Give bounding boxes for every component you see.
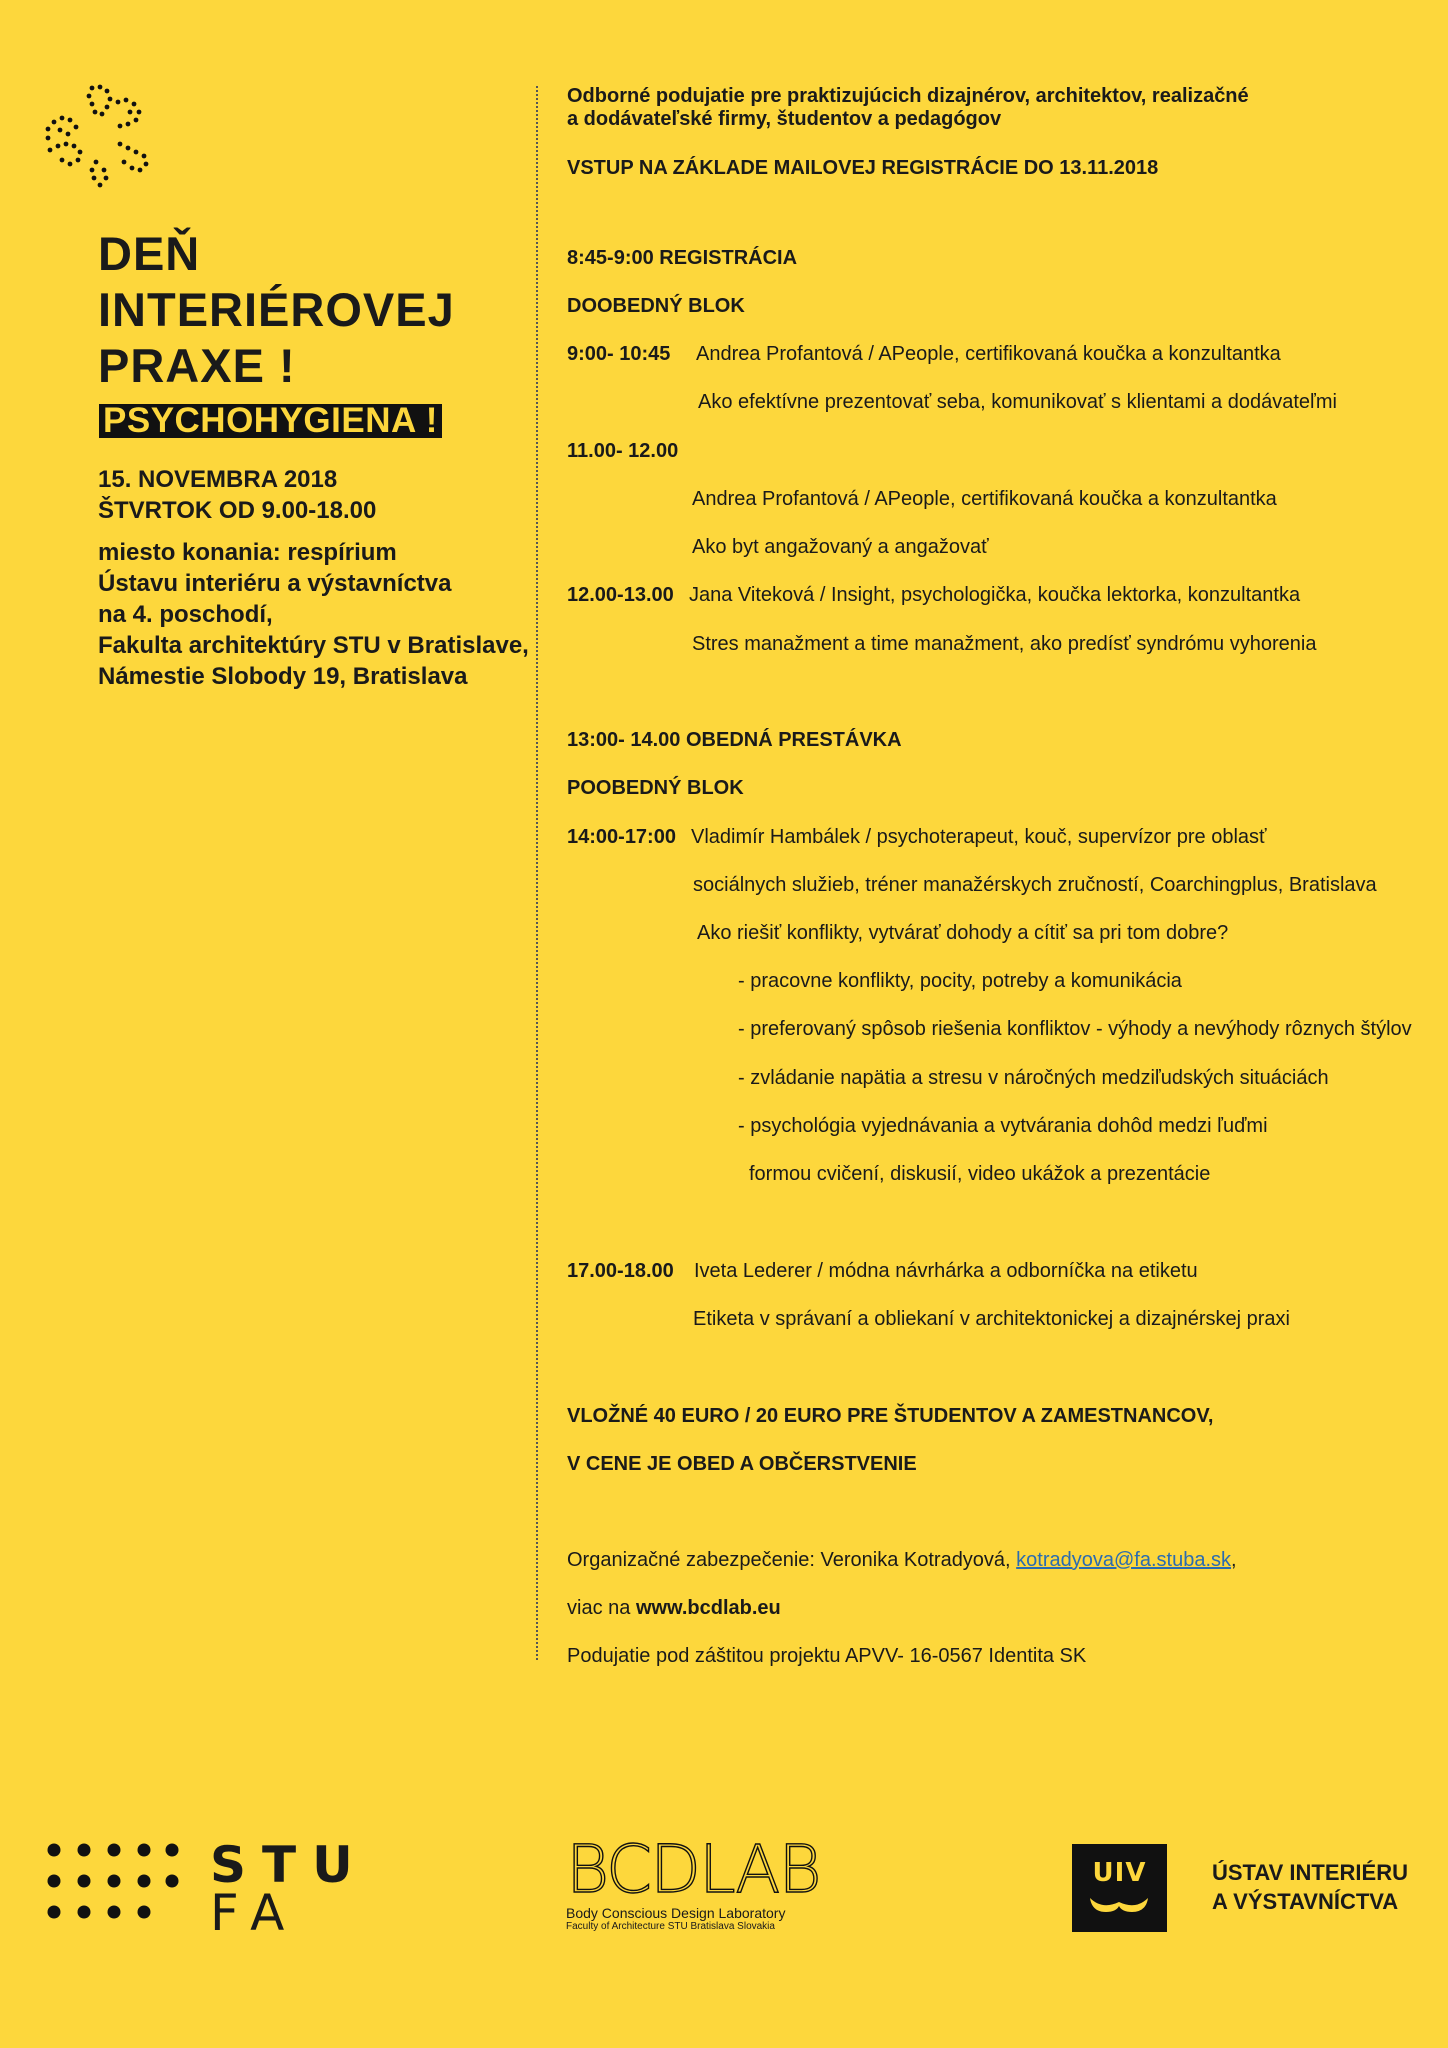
- title-line: PRAXE !: [98, 339, 296, 392]
- website-link[interactable]: www.bcdlab.eu: [635, 1597, 781, 1619]
- session-format: formou cvičení, diskusií, video ukážok a prezentácie: [749, 1163, 1211, 1185]
- uiv-institute-name: [1212, 1858, 1408, 1916]
- organizer-email-link[interactable]: kotradyova@fa.stuba.sk: [1016, 1549, 1232, 1571]
- intro-line: Odborné podujatie pre praktizujúcich dizajnérov, architektov, realizačné: [567, 85, 1249, 107]
- bcdlab-subtitle: Body Conscious Design Laboratory: [566, 1905, 786, 1921]
- date-line: ŠTVRTOK OD 9.00-18.00: [98, 497, 377, 524]
- session-speaker-continued: sociálnych služieb, tréner manažérskych zručností, Coarchingplus, Bratislava: [693, 874, 1377, 896]
- stu-wordmark: STU: [210, 1836, 369, 1894]
- title-line: DEŇ: [98, 227, 201, 280]
- topic-bullet: - psychológia vyjednávania a vytvárania dohôd medzi ľuďmi: [738, 1115, 1268, 1137]
- fa-wordmark: FA: [210, 1884, 301, 1942]
- title-line: INTERIÉROVEJ: [98, 283, 455, 336]
- session-topic: Etiketa v správaní a obliekaní v architektonickej a dizajnérskej praxi: [693, 1308, 1290, 1330]
- morning-block-heading: DOOBEDNÝ BLOK: [567, 295, 745, 317]
- organizer-line: [567, 1548, 1237, 1572]
- organizer-suffix: ,: [1231, 1549, 1237, 1571]
- intro-line: a dodávateľské firmy, študentov a pedagógov: [567, 108, 1002, 130]
- session-time: 17.00-18.00: [567, 1260, 674, 1282]
- session-time: 14:00-17:00: [567, 826, 676, 848]
- venue-line: Námestie Slobody 19, Bratislava: [98, 663, 468, 690]
- fee-info: VLOŽNÉ 40 EURO / 20 EURO PRE ŠTUDENTOV A ZAMESTNANCOV,: [567, 1405, 1214, 1427]
- session-speaker: Iveta Lederer / módna návrhárka a odborníčka na etiketu: [694, 1260, 1198, 1282]
- registration-deadline: VSTUP NA ZÁKLADE MAILOVEJ REGISTRÁCIE DO 13.11.2018: [567, 157, 1159, 179]
- registration-time: 8:45-9:00 REGISTRÁCIA: [567, 247, 798, 269]
- session-speaker: Andrea Profantová / APeople, certifikovaná koučka a konzultantka: [692, 488, 1277, 510]
- uiv-mark: UIV: [1092, 1858, 1147, 1888]
- stu-dots-logo: [44, 1838, 184, 1938]
- session-speaker: Andrea Profantová / APeople, certifikovaná koučka a konzultantka: [696, 343, 1281, 365]
- session-speaker: Vladimír Hambálek / psychoterapeut, kouč, supervízor pre oblasť: [691, 826, 1267, 848]
- topic-bullet: - zvládanie napätia a stresu v náročných medziľudských situáciách: [738, 1067, 1329, 1089]
- session-speaker: Jana Viteková / Insight, psychologička, koučka lektorka, konzultantka: [689, 584, 1301, 606]
- session-time: 9:00- 10:45: [567, 343, 671, 365]
- topic-bullet: - pracovne konflikty, pocity, potreby a komunikácia: [738, 970, 1182, 992]
- patronage-note: Podujatie pod záštitou projektu APVV- 16-0567 Identita SK: [567, 1645, 1087, 1667]
- organizer-label: Organizačné zabezpečenie: Veronika Kotradyová,: [567, 1549, 1017, 1571]
- venue-line: miesto konania: respírium: [98, 539, 397, 566]
- bcdlab-wordmark: BCDLAB: [566, 1831, 820, 1908]
- venue-line: Fakulta architektúry STU v Bratislave,: [98, 632, 529, 659]
- more-info-line: [567, 1596, 781, 1620]
- venue-info: [98, 537, 529, 692]
- column-divider: [536, 86, 538, 1660]
- more-info-label: viac na: [567, 1597, 636, 1619]
- session-time: 12.00-13.00: [567, 584, 674, 606]
- session-topic: Ako efektívne prezentovať seba, komunikovať s klientami a dodávateľmi: [698, 391, 1337, 413]
- highlight-label: PSYCHOHYGIENA !: [99, 404, 442, 438]
- afternoon-block-heading: POOBEDNÝ BLOK: [567, 777, 744, 799]
- session-topic: Stres manažment a time manažment, ako predísť syndrómu vyhorenia: [692, 633, 1317, 655]
- dotted-asterisk-logo: [40, 82, 160, 194]
- session-topic: Ako byt angažovaný a angažovať: [692, 536, 989, 558]
- date-line: 15. NOVEMBRA 2018: [98, 466, 338, 493]
- event-date: [98, 464, 376, 526]
- session-time: 11.00- 12.00: [567, 440, 679, 462]
- uiv-logo: [1072, 1844, 1167, 1932]
- venue-line: Ústavu interiéru a výstavníctva: [98, 570, 452, 597]
- uiv-name-line: A VÝSTAVNÍCTVA: [1212, 1889, 1399, 1914]
- lunch-break: 13:00- 14.00 OBEDNÁ PRESTÁVKA: [567, 729, 902, 751]
- mustache-icon: [1072, 1888, 1167, 1918]
- uiv-name-line: ÚSTAV INTERIÉRU: [1212, 1860, 1408, 1885]
- venue-line: na 4. poschodí,: [98, 601, 273, 628]
- bcdlab-faculty: Faculty of Architecture STU Bratislava Slovakia: [566, 1921, 775, 1932]
- topic-bullet: - preferovaný spôsob riešenia konfliktov - výhody a nevýhody rôznych štýlov: [738, 1018, 1412, 1040]
- session-topic: Ako riešiť konflikty, vytvárať dohody a cítiť sa pri tom dobre?: [697, 922, 1229, 944]
- fee-includes: V CENE JE OBED A OBČERSTVENIE: [567, 1453, 917, 1475]
- event-title: [98, 226, 455, 394]
